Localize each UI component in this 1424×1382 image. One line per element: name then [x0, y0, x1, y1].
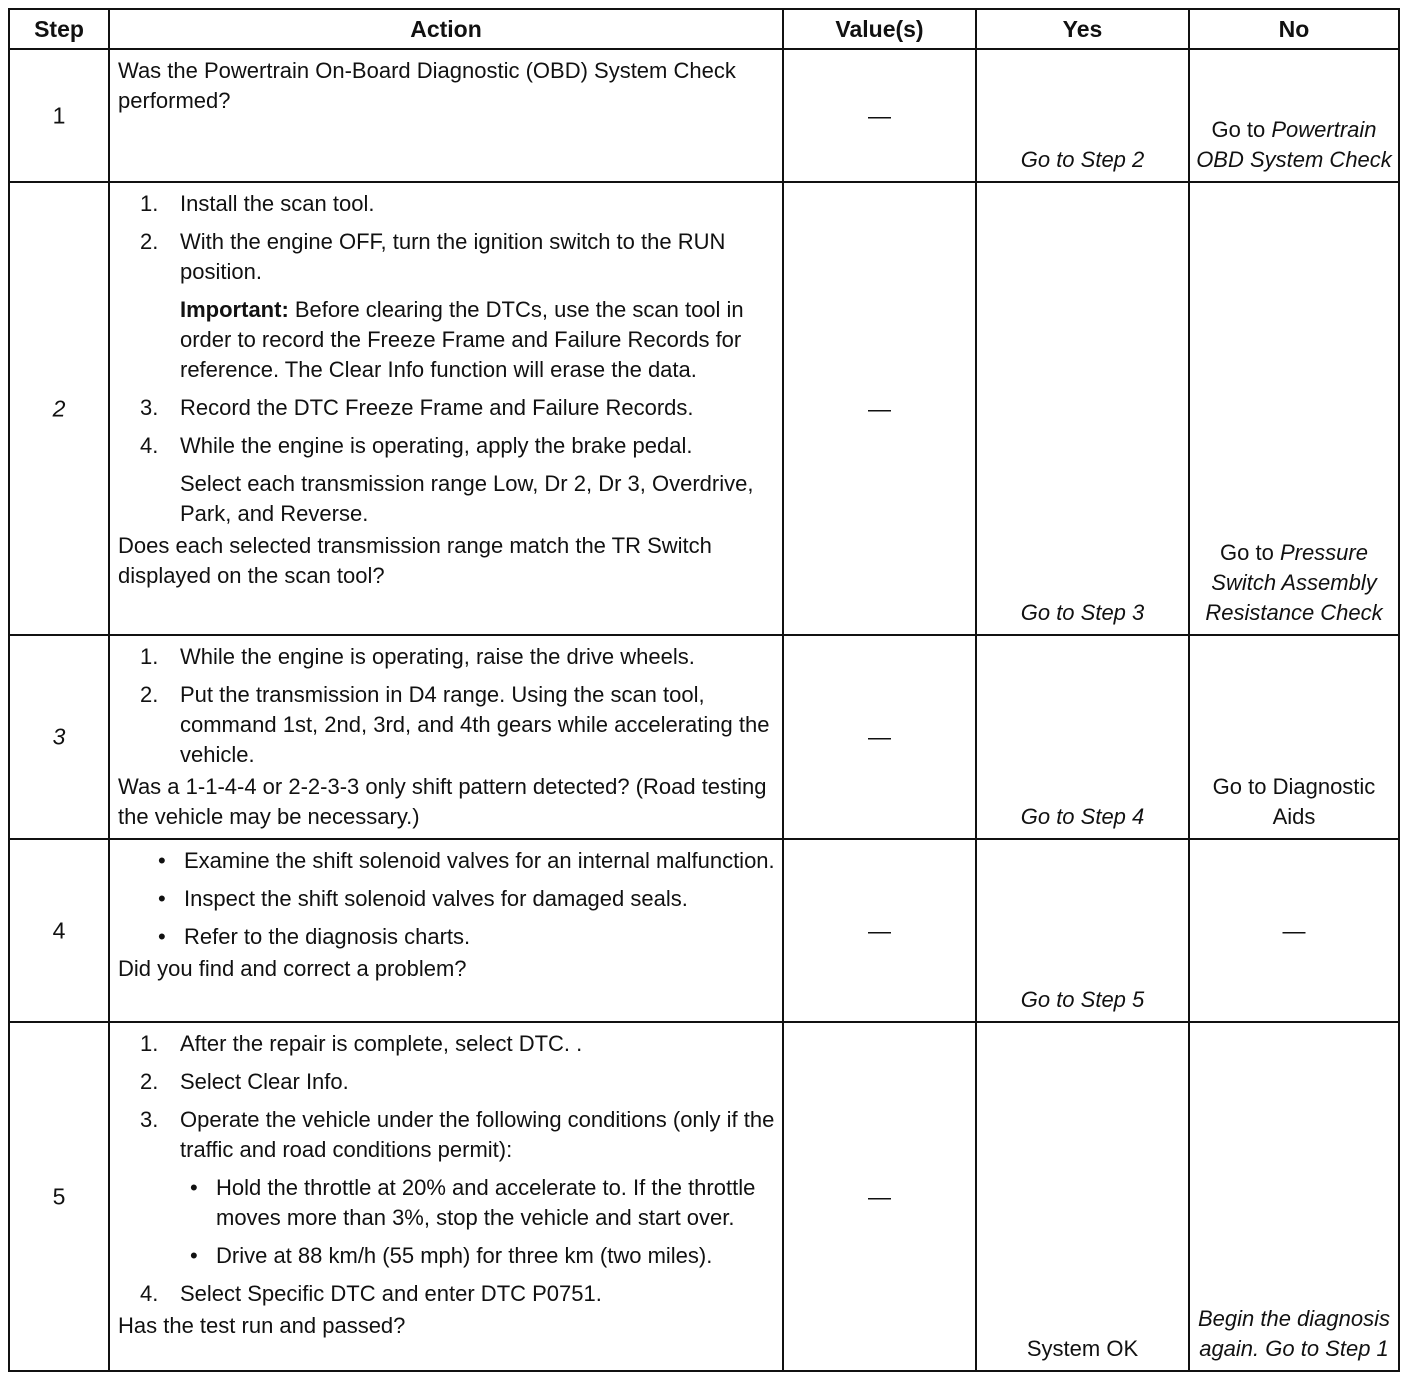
- step-question: Was the Powertrain On-Board Diagnostic (OBD) System Check performed?: [118, 58, 736, 113]
- list-item: 2. Select Clear Info.: [140, 1069, 349, 1094]
- list-item: 2. With the engine OFF, turn the ignition switch to the RUN position.: [140, 229, 726, 284]
- bullet-item: • Hold the throttle at 20% and accelerate to. If the throttle moves more than 3%, stop the vehicle and start over.: [190, 1175, 756, 1230]
- table-row: [10, 50, 1398, 183]
- yes-system-ok: System OK: [1026, 1336, 1139, 1361]
- step-number: 3: [52, 723, 66, 750]
- list-item: 1. While the engine is operating, raise the drive wheels.: [140, 644, 695, 669]
- list-item: 4. While the engine is operating, apply the brake pedal.: [140, 433, 693, 458]
- header-row: [10, 10, 1398, 50]
- step-number: 1: [52, 102, 66, 128]
- header-step: Step: [10, 10, 110, 48]
- no-action: Go to Pressure Switch Assembly Resistance Check: [1205, 540, 1383, 625]
- yes-link-step-5[interactable]: Go to Step 5: [1020, 987, 1145, 1012]
- list-item: 2. Put the transmission in D4 range. Using the scan tool, command 1st, 2nd, 3rd, and 4th gears while accelerating the vehicle.: [140, 682, 770, 767]
- no-link-pressure-switch-check[interactable]: Pressure Switch Assembly Resistance Check: [1205, 540, 1383, 625]
- bullet-item: • Drive at 88 km/h (55 mph) for three km (two miles).: [190, 1243, 713, 1268]
- step-number: 5: [52, 1183, 66, 1209]
- yes-link-step-3[interactable]: Go to Step 3: [1020, 600, 1145, 625]
- bullet-item: • Refer to the diagnosis charts.: [158, 924, 471, 949]
- step-question: Does each selected transmission range match the TR Switch displayed on the scan tool?: [118, 533, 712, 588]
- header-no: No: [1278, 16, 1310, 42]
- value-dash: —: [868, 723, 891, 750]
- table-row: [10, 840, 1398, 1023]
- no-dash: —: [1282, 917, 1306, 943]
- list-item-note: Select each transmission range Low, Dr 2, Dr 3, Overdrive, Park, and Reverse.: [180, 471, 754, 526]
- no-link-obd-check[interactable]: Powertrain OBD System Check: [1196, 117, 1392, 172]
- yes-link-step-4[interactable]: Go to Step 4: [1020, 804, 1145, 829]
- value-dash: —: [868, 102, 891, 128]
- step-number: 4: [52, 917, 66, 943]
- diagnostic-table: [8, 8, 1400, 1372]
- value-dash: —: [868, 395, 891, 421]
- value-dash: —: [868, 917, 891, 943]
- value-dash: —: [868, 1183, 891, 1209]
- header-action: Action: [110, 10, 784, 48]
- important-note: Important: Before clearing the DTCs, use the scan tool in order to record the Freeze Frame and Failure Records for reference. The Clear Info function will erase the data.: [180, 297, 744, 382]
- list-item: 1. After the repair is complete, select DTC. .: [140, 1031, 583, 1056]
- bullet-item: • Examine the shift solenoid valves for an internal malfunction.: [158, 848, 775, 873]
- no-link-diagnostic-aids[interactable]: Go to Diagnostic Aids: [1212, 774, 1376, 829]
- step-question: Has the test run and passed?: [118, 1313, 406, 1338]
- list-item: 1. Install the scan tool.: [140, 191, 375, 216]
- table-row: [10, 183, 1398, 636]
- yes-link-step-2[interactable]: Go to Step 2: [1020, 147, 1145, 172]
- table-row: [10, 1023, 1398, 1370]
- list-item: 3. Operate the vehicle under the following conditions (only if the traffic and road conditions permit):: [140, 1107, 775, 1162]
- list-item: 4. Select Specific DTC and enter DTC P0751.: [140, 1281, 602, 1306]
- bullet-item: • Inspect the shift solenoid valves for damaged seals.: [158, 886, 688, 911]
- header-yes: Yes: [977, 10, 1190, 48]
- no-action: Go to Powertrain OBD System Check: [1196, 117, 1392, 172]
- step-number: 2: [52, 395, 66, 421]
- list-item: 3. Record the DTC Freeze Frame and Failure Records.: [140, 395, 694, 420]
- table-row: [10, 636, 1398, 840]
- step-question: Was a 1-1-4-4 or 2-2-3-3 only shift pattern detected? (Road testing the vehicle may be necessary.): [118, 774, 767, 829]
- step-question: Did you find and correct a problem?: [118, 956, 467, 981]
- header-values: Value(s): [784, 10, 977, 48]
- no-link-step-1[interactable]: Begin the diagnosis again. Go to Step 1: [1197, 1306, 1391, 1361]
